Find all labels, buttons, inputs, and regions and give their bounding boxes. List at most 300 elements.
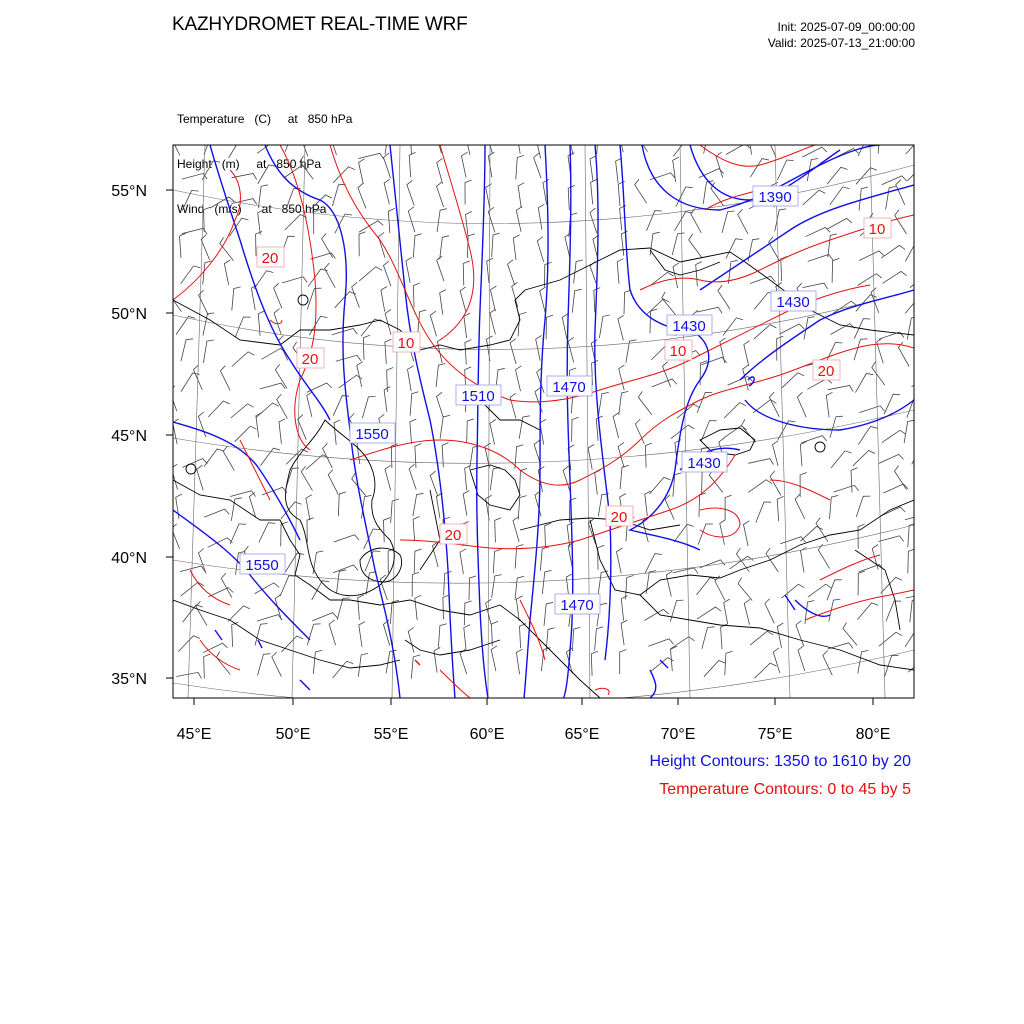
variable-temperature: Temperature (C) at 850 hPa (177, 112, 353, 126)
wind-barb (465, 340, 471, 365)
wind-barb (617, 548, 623, 573)
wind-barb (437, 256, 444, 281)
wind-barb (512, 282, 518, 307)
wind-barb (744, 341, 750, 366)
temperature-label (813, 360, 840, 380)
wind-barb (766, 548, 778, 572)
wind-barb (306, 495, 312, 520)
wind-barb (358, 653, 368, 676)
height-label (555, 594, 600, 614)
wind-barb (540, 287, 546, 312)
wind-barb (275, 364, 287, 388)
wind-barb (232, 622, 239, 647)
wind-barb (856, 496, 870, 517)
wind-barb (366, 572, 376, 595)
wind-barb (568, 186, 575, 211)
wind-barb (463, 261, 470, 286)
wind-barb (436, 128, 442, 153)
wind-barb (196, 601, 207, 625)
wind-barb (440, 236, 449, 259)
wind-barb (329, 130, 336, 155)
wind-barb (663, 362, 671, 387)
wind-barb (854, 339, 868, 360)
wind-barb (827, 167, 848, 184)
wind-barb (738, 209, 748, 234)
wind-barb (385, 465, 391, 490)
wind-barb (853, 451, 875, 466)
wind-barb (777, 496, 783, 521)
wind-barb (490, 467, 500, 490)
wind-barb (857, 603, 878, 620)
wind-barb (773, 648, 780, 673)
wind-barb (490, 309, 496, 334)
wind-barb (647, 211, 662, 231)
lon-label: 55°E (373, 726, 409, 743)
height-label (682, 452, 727, 472)
wind-barb (434, 648, 440, 673)
temperature-label (297, 348, 324, 368)
wind-barb (467, 419, 474, 443)
wind-barb (617, 259, 623, 284)
wind-barb (722, 211, 735, 233)
wind-barb (800, 442, 806, 467)
wind-barb (718, 285, 730, 309)
wind-barb (181, 582, 204, 596)
wind-barb (856, 168, 877, 185)
wind-barb (858, 427, 877, 445)
wind-barb (204, 654, 211, 679)
wind-barb (720, 520, 726, 545)
wind-barb (495, 518, 502, 543)
wind-barb (408, 207, 415, 232)
wind-barb (413, 283, 420, 308)
wind-barb (493, 549, 501, 573)
wind-barb (673, 157, 679, 182)
wind-barb (256, 413, 262, 438)
variable-wind: Wind (m/s) at 850 hPa (177, 202, 327, 216)
wind-barb (488, 152, 494, 177)
wind-barb (229, 139, 247, 158)
wind-barb (886, 601, 901, 621)
lon-label: 45°E (176, 726, 212, 743)
wind-barb (699, 493, 706, 517)
wind-barb (258, 165, 276, 184)
wind-barb (516, 207, 522, 232)
wind-barb (358, 183, 366, 208)
wind-barb (879, 454, 904, 463)
wind-barb (689, 234, 702, 258)
wind-barb (409, 152, 415, 177)
wind-barb (282, 277, 307, 283)
height-label-text: 1550 (355, 426, 389, 443)
height-label-text: 1430 (776, 294, 810, 311)
wind-barb (412, 572, 419, 596)
wind-barb (725, 651, 733, 675)
wind-barb (171, 464, 177, 489)
wind-barb (544, 602, 553, 626)
wind-barb (827, 218, 852, 229)
wind-barb (520, 624, 526, 649)
wind-barb (204, 207, 211, 232)
wind-barb (782, 373, 804, 388)
wind-barb (781, 584, 804, 598)
lon-label: 60°E (469, 726, 505, 743)
wind-barb (858, 274, 882, 286)
wind-barb (859, 406, 884, 413)
wind-barb (300, 131, 308, 156)
wind-barb (646, 571, 656, 594)
wind-barb (272, 652, 282, 677)
wind-barb (912, 373, 935, 387)
wind-barb (492, 575, 502, 598)
wind-barb (358, 153, 383, 159)
wind-barb (279, 419, 285, 444)
wind-barb (619, 365, 625, 390)
wind-barb (538, 204, 544, 229)
wind-barb (750, 631, 773, 645)
wind-barb (517, 129, 523, 154)
wind-barb (462, 152, 468, 177)
height-label (771, 291, 816, 311)
wind-barb (671, 425, 694, 439)
wind-barb (563, 466, 570, 491)
wind-barb (906, 138, 927, 154)
wind-barb (230, 491, 255, 497)
wind-barb (906, 594, 931, 600)
wind-barb (359, 159, 365, 184)
wind-barb (516, 649, 522, 674)
wind-barb (440, 290, 446, 315)
wind-barb (460, 649, 467, 674)
wind-barb (337, 598, 350, 620)
wind-barb (818, 544, 829, 568)
wind-barb (384, 179, 390, 204)
wind-barb (178, 636, 200, 652)
wind-barb (572, 627, 580, 651)
wind-barb (359, 232, 366, 257)
temperature-label-text: 20 (301, 351, 319, 368)
wind-barb (169, 288, 182, 312)
wind-barb (259, 523, 276, 543)
lat-label: 55°N (111, 183, 147, 200)
height-label (350, 423, 395, 443)
wind-barb (595, 470, 601, 495)
wind-barb (804, 317, 815, 340)
wind-barb (698, 524, 713, 545)
init-time: Init: 2025-07-09_00:00:00 (777, 20, 915, 34)
wind-barb (300, 156, 313, 179)
wind-barb (833, 485, 858, 492)
wind-barb (723, 318, 743, 336)
wind-barb (748, 480, 772, 493)
wind-barb (750, 276, 775, 283)
temperature-contours (173, 145, 914, 698)
wind-barb (358, 595, 364, 620)
wind-barb (332, 184, 345, 206)
wind-barb (228, 606, 250, 622)
wind-barb (469, 576, 476, 600)
wind-barb (381, 287, 387, 312)
temperature-label-text: 10 (868, 221, 886, 238)
temperature-label-text: 20 (817, 363, 835, 380)
wind-barb (801, 547, 807, 572)
wind-barb (413, 234, 422, 258)
wind-barb (905, 297, 926, 314)
wind-barb (797, 392, 806, 417)
wind-barb (665, 495, 674, 520)
wind-barb (309, 316, 327, 335)
wind-barb (618, 315, 624, 340)
wind-barb (781, 256, 788, 281)
wind-barb (430, 311, 436, 336)
height-label-text: 1430 (672, 318, 706, 335)
wind-barb (795, 494, 805, 519)
wind-barb (286, 189, 301, 210)
wind-barb (224, 260, 230, 285)
wind-barb (748, 239, 759, 262)
plot-frame (173, 145, 914, 698)
wind-barb (410, 419, 416, 444)
wind-barb (262, 348, 286, 359)
wind-barb (418, 310, 427, 334)
wind-barb (437, 182, 444, 207)
chart-title: KAZHYDROMET REAL-TIME WRF (172, 14, 468, 35)
wind-barb (588, 445, 594, 470)
wind-barb (748, 459, 773, 465)
wind-barb (485, 443, 491, 468)
temperature-label (864, 218, 891, 238)
wind-barb (778, 160, 794, 180)
wind-barb (487, 128, 493, 153)
wind-barb (385, 339, 391, 364)
wind-barb (907, 165, 929, 181)
wind-barb (542, 570, 551, 594)
wind-barb (702, 627, 715, 649)
valid-time: Valid: 2025-07-13_21:00:00 (767, 36, 915, 50)
wind-barb (756, 502, 771, 523)
wind-barb (568, 337, 574, 362)
wind-barb (721, 624, 727, 649)
wind-barb (831, 451, 852, 468)
wind-barb (796, 621, 804, 646)
wind-barb (832, 258, 839, 282)
wind-barb (286, 449, 308, 464)
wind-barb (877, 338, 884, 363)
wind-barb (510, 339, 516, 364)
wind-barb (256, 403, 279, 418)
graticule (173, 145, 914, 705)
wind-barb (662, 292, 676, 315)
wind-barb (385, 310, 391, 335)
wind-barb (413, 517, 419, 542)
wind-barb (828, 234, 837, 258)
wind-barb (221, 573, 232, 598)
lat-label: 50°N (111, 306, 147, 323)
lat-label: 35°N (111, 671, 147, 688)
wind-barb (510, 393, 516, 418)
wind-barb (465, 465, 471, 490)
wind-barb (312, 613, 337, 621)
wind-barb (204, 449, 224, 467)
wind-barb (773, 441, 779, 466)
wind-barb (910, 273, 933, 287)
height-label-text: 1550 (245, 557, 279, 574)
wind-barb (696, 262, 702, 287)
wind-barb (430, 471, 438, 496)
wind-barb (443, 595, 450, 620)
wind-barb (488, 207, 495, 232)
height-legend: Height Contours: 1350 to 1610 by 20 (649, 753, 911, 770)
wind-barb (301, 466, 312, 490)
wind-barb (671, 646, 677, 671)
wind-barb (334, 535, 359, 542)
wind-barb (285, 131, 299, 152)
wind-barb (878, 130, 886, 154)
temperature-label (606, 506, 633, 526)
wind-barb (308, 269, 328, 287)
wind-barb (232, 352, 255, 367)
wind-barb (513, 235, 519, 260)
wind-barb (703, 181, 713, 204)
wind-barb (805, 227, 830, 236)
wind-barb (307, 518, 314, 543)
wind-barb (590, 156, 596, 181)
wind-barb (274, 309, 281, 334)
wind-barb (280, 576, 296, 596)
wind-barb (674, 524, 694, 542)
wind-barb (336, 355, 361, 361)
wind-barb (645, 554, 662, 574)
coastlines-borders (173, 248, 914, 698)
wind-barb (748, 129, 754, 154)
wind-barb (620, 650, 627, 674)
wind-barb (307, 288, 321, 309)
wind-barb (460, 549, 466, 574)
wind-barb (754, 663, 776, 678)
variable-height: Height (m) at 850 hPa (177, 157, 322, 171)
wind-barb (325, 263, 336, 288)
wind-barb (613, 413, 619, 438)
wind-barb (361, 319, 381, 336)
height-label (456, 385, 501, 405)
wind-barb (595, 627, 604, 651)
wind-barb (231, 404, 254, 418)
wind-barb (492, 233, 500, 257)
wind-barb (858, 651, 869, 674)
temperature-label-text: 10 (669, 343, 687, 360)
wind-barb (635, 179, 647, 203)
lon-label: 50°E (275, 726, 311, 743)
wind-barb (257, 615, 282, 622)
wind-barb (254, 271, 273, 289)
wind-barb (464, 625, 470, 650)
wind-barb (704, 661, 725, 677)
wind-barb (260, 383, 285, 389)
wind-barb (210, 197, 234, 208)
wind-barb (859, 565, 884, 573)
wind-barb (307, 624, 320, 646)
wind-barb (231, 498, 242, 521)
wind-barb (635, 128, 647, 152)
wind-barb (800, 473, 807, 497)
wind-barb (333, 565, 358, 573)
height-label (547, 376, 592, 396)
height-label-text: 1510 (461, 388, 495, 405)
wind-barb (905, 514, 930, 520)
wind-barb (827, 580, 842, 601)
wind-barb (882, 430, 906, 443)
wind-barb (744, 521, 750, 546)
wind-barb (540, 547, 549, 571)
wind-barb (274, 283, 282, 308)
wind-barb (181, 373, 200, 392)
wind-barb (463, 491, 469, 516)
wind-barb (645, 491, 651, 516)
wind-barb (726, 239, 743, 259)
wind-barb (537, 237, 543, 262)
wind-barb (363, 335, 370, 360)
temperature-label-text: 20 (261, 250, 279, 267)
wind-barb (203, 340, 213, 363)
wind-barb (765, 599, 774, 624)
wind-barb (816, 518, 828, 542)
wind-barb (333, 167, 355, 183)
wind-barb (466, 211, 472, 236)
wind-barb (618, 127, 624, 152)
wind-barb (672, 233, 684, 255)
wind-barb (407, 180, 414, 205)
wind-barb (638, 391, 651, 414)
wind-barb (415, 444, 422, 469)
wind-barb (516, 596, 522, 621)
wind-barb (858, 571, 865, 595)
wind-barb (895, 210, 907, 234)
wind-barb (599, 392, 609, 415)
wind-barb (546, 315, 553, 339)
wind-barb (648, 639, 673, 646)
wind-barb (379, 232, 385, 257)
wind-barb (666, 571, 672, 596)
height-label (667, 315, 712, 335)
wind-barb (516, 156, 524, 180)
wind-barb (775, 209, 787, 232)
wind-barb (590, 208, 597, 233)
wind-barb (313, 650, 322, 674)
wind-barb (384, 153, 391, 178)
wind-barb (588, 519, 595, 544)
wind-barb (508, 260, 515, 285)
wind-barb (545, 523, 552, 548)
wind-barb (572, 289, 581, 313)
wind-barb (907, 317, 918, 340)
wind-barb (180, 566, 205, 572)
wind-barb (352, 282, 360, 307)
wind-barb (802, 436, 827, 443)
wind-barb (465, 180, 472, 205)
wind-barb (223, 446, 234, 471)
wind-barb (409, 464, 416, 489)
wind-barb (798, 646, 805, 671)
wind-barb (878, 536, 903, 542)
wind-barb (307, 392, 313, 417)
wind-barb (851, 468, 858, 493)
wind-barb (491, 646, 497, 671)
wind-barb (491, 286, 497, 311)
temperature-label (665, 340, 692, 360)
temperature-label-text: 20 (444, 527, 462, 544)
wind-barb (724, 403, 746, 418)
wind-barb (904, 420, 915, 443)
